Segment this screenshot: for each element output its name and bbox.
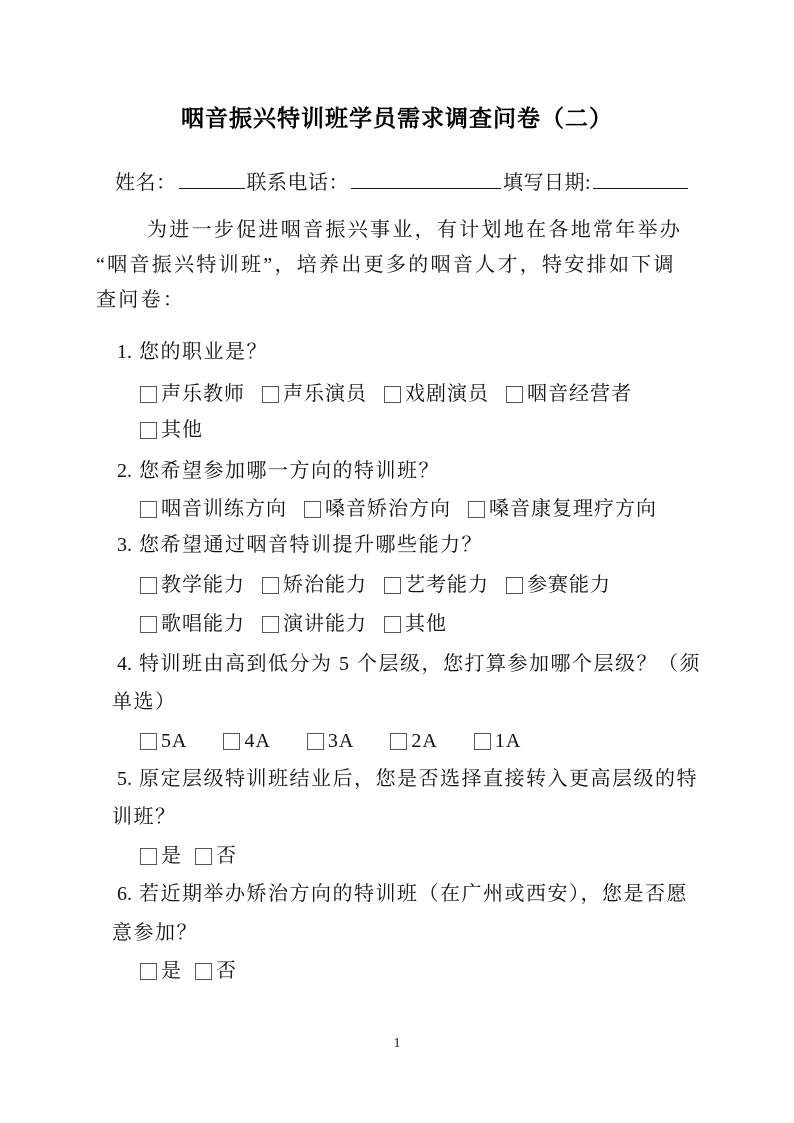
checkbox-icon[interactable]	[223, 733, 240, 750]
option-no[interactable]	[195, 957, 237, 985]
question-3-label: 您希望通过咽音特训提升哪些能力？	[139, 534, 483, 556]
question-1-label: 您的职业是？	[139, 341, 268, 363]
option-teaching-ability[interactable]	[140, 571, 245, 599]
option-yanyin-operator[interactable]	[506, 380, 632, 408]
option-label: 艺考能力	[405, 574, 489, 596]
option-label: 其他	[161, 419, 203, 441]
option-voice-rehab[interactable]	[468, 495, 657, 523]
phone-fill-in-blank[interactable]	[351, 166, 501, 189]
checkbox-icon[interactable]	[506, 577, 523, 594]
checkbox-icon[interactable]	[474, 733, 491, 750]
checkbox-icon[interactable]	[195, 848, 212, 865]
checkbox-icon[interactable]	[140, 386, 157, 403]
checkbox-icon[interactable]	[140, 501, 157, 518]
option-level-4a[interactable]	[223, 727, 270, 755]
option-label: 演讲能力	[283, 613, 367, 635]
question-4-number: 4.	[117, 653, 132, 675]
checkbox-icon[interactable]	[304, 501, 321, 518]
question-1-text	[117, 338, 268, 366]
date-label: 填写日期:	[503, 172, 592, 194]
option-art-exam-ability[interactable]	[384, 571, 489, 599]
question-5-options-row	[140, 842, 250, 870]
intro-paragraph-line-1: 为进一步促进咽音振兴事业，有计划地在各地常年举办	[147, 219, 683, 241]
question-4-text-line-2: 单选）	[112, 691, 177, 713]
option-label: 否	[216, 960, 237, 982]
option-label: 声乐教师	[161, 383, 245, 405]
question-1-options-row-2	[140, 416, 220, 444]
question-3-number: 3.	[117, 534, 132, 556]
phone-label: 联系电话：	[246, 172, 349, 194]
checkbox-icon[interactable]	[384, 386, 401, 403]
checkbox-icon[interactable]	[262, 577, 279, 594]
option-voice-correction[interactable]	[304, 495, 451, 523]
option-label: 声乐演员	[283, 383, 367, 405]
question-5-number: 5.	[117, 768, 132, 790]
checkbox-icon[interactable]	[140, 963, 157, 980]
intro-paragraph-line-3: 查问卷：	[96, 289, 186, 311]
question-5-label: 原定层级特训班结业后，您是否选择直接转入更高层级的特	[139, 768, 698, 790]
option-label: 是	[161, 960, 182, 982]
option-level-2a[interactable]	[390, 727, 437, 755]
option-label: 5A	[161, 730, 188, 752]
question-2-number: 2.	[117, 460, 132, 482]
option-no[interactable]	[195, 842, 237, 870]
checkbox-icon[interactable]	[384, 616, 401, 633]
option-label: 其他	[405, 613, 447, 635]
option-label: 3A	[327, 730, 355, 752]
question-4-label: 特训班由高到低分为 5 个层级，您打算参加哪个层级？（须	[139, 653, 701, 675]
option-correction-ability[interactable]	[262, 571, 367, 599]
option-drama-actor[interactable]	[384, 380, 489, 408]
option-label: 2A	[411, 730, 438, 752]
option-vocal-performer[interactable]	[262, 380, 367, 408]
checkbox-icon[interactable]	[468, 501, 485, 518]
name-fill-in-blank[interactable]	[179, 166, 245, 189]
option-label: 教学能力	[161, 574, 245, 596]
option-singing-ability[interactable]	[140, 610, 245, 638]
question-6-text-line-2: 意参加？	[112, 922, 198, 944]
page-number: 1	[393, 1036, 401, 1051]
checkbox-icon[interactable]	[140, 616, 157, 633]
option-label: 咽音经营者	[527, 383, 632, 405]
option-label: 参赛能力	[527, 574, 611, 596]
question-1-options-row-1	[140, 380, 649, 408]
question-5-text-line-1	[117, 765, 698, 793]
option-other[interactable]	[140, 416, 203, 444]
question-4-options-row	[140, 727, 557, 755]
question-1-number: 1.	[117, 341, 132, 363]
option-yes[interactable]	[140, 842, 182, 870]
checkbox-icon[interactable]	[506, 386, 523, 403]
question-2-text	[117, 457, 440, 485]
checkbox-icon[interactable]	[262, 386, 279, 403]
checkbox-icon[interactable]	[140, 577, 157, 594]
option-label: 是	[161, 845, 182, 867]
option-label: 4A	[244, 730, 271, 752]
question-5-text-line-2: 训班？	[112, 806, 177, 828]
option-level-1a[interactable]	[474, 727, 521, 755]
option-other[interactable]	[384, 610, 447, 638]
page-title: 咽音振兴特训班学员需求调查问卷（二）	[181, 106, 613, 131]
option-label: 戏剧演员	[405, 383, 489, 405]
checkbox-icon[interactable]	[140, 848, 157, 865]
option-yes[interactable]	[140, 957, 182, 985]
question-2-label: 您希望参加哪一方向的特训班？	[139, 460, 440, 482]
checkbox-icon[interactable]	[140, 733, 157, 750]
intro-paragraph-line-2: “咽音振兴特训班”，培养出更多的咽音人才，特安排如下调	[96, 254, 676, 276]
header-fields-row	[115, 166, 690, 197]
checkbox-icon[interactable]	[195, 963, 212, 980]
checkbox-icon[interactable]	[390, 733, 407, 750]
question-6-number: 6.	[117, 883, 132, 905]
question-2-options-row	[140, 495, 674, 523]
question-6-text-line-1	[117, 880, 688, 908]
option-speech-ability[interactable]	[262, 610, 367, 638]
date-fill-in-blank[interactable]	[593, 166, 688, 189]
option-label: 否	[216, 845, 237, 867]
question-3-options-row-2	[140, 610, 464, 638]
option-label: 歌唱能力	[161, 613, 245, 635]
checkbox-icon[interactable]	[307, 733, 324, 750]
question-6-label: 若近期举办矫治方向的特训班（在广州或西安），您是否愿	[139, 883, 688, 905]
question-6-options-row	[140, 957, 250, 985]
question-3-text	[117, 531, 483, 559]
checkbox-icon[interactable]	[262, 616, 279, 633]
option-level-5a[interactable]	[140, 727, 187, 755]
name-label: 姓名：	[115, 172, 177, 194]
option-yanyin-training[interactable]	[140, 495, 287, 523]
option-label: 矫治能力	[283, 574, 367, 596]
option-label: 嗓音矫治方向	[325, 498, 451, 520]
option-level-3a[interactable]	[307, 727, 354, 755]
checkbox-icon[interactable]	[140, 422, 157, 439]
question-3-options-row-1	[140, 571, 628, 599]
question-4-text-line-1	[117, 650, 701, 678]
option-vocal-teacher[interactable]	[140, 380, 245, 408]
option-competition-ability[interactable]	[506, 571, 611, 599]
checkbox-icon[interactable]	[384, 577, 401, 594]
option-label: 咽音训练方向	[161, 498, 287, 520]
option-label: 1A	[494, 730, 522, 752]
option-label: 嗓音康复理疗方向	[489, 498, 657, 520]
